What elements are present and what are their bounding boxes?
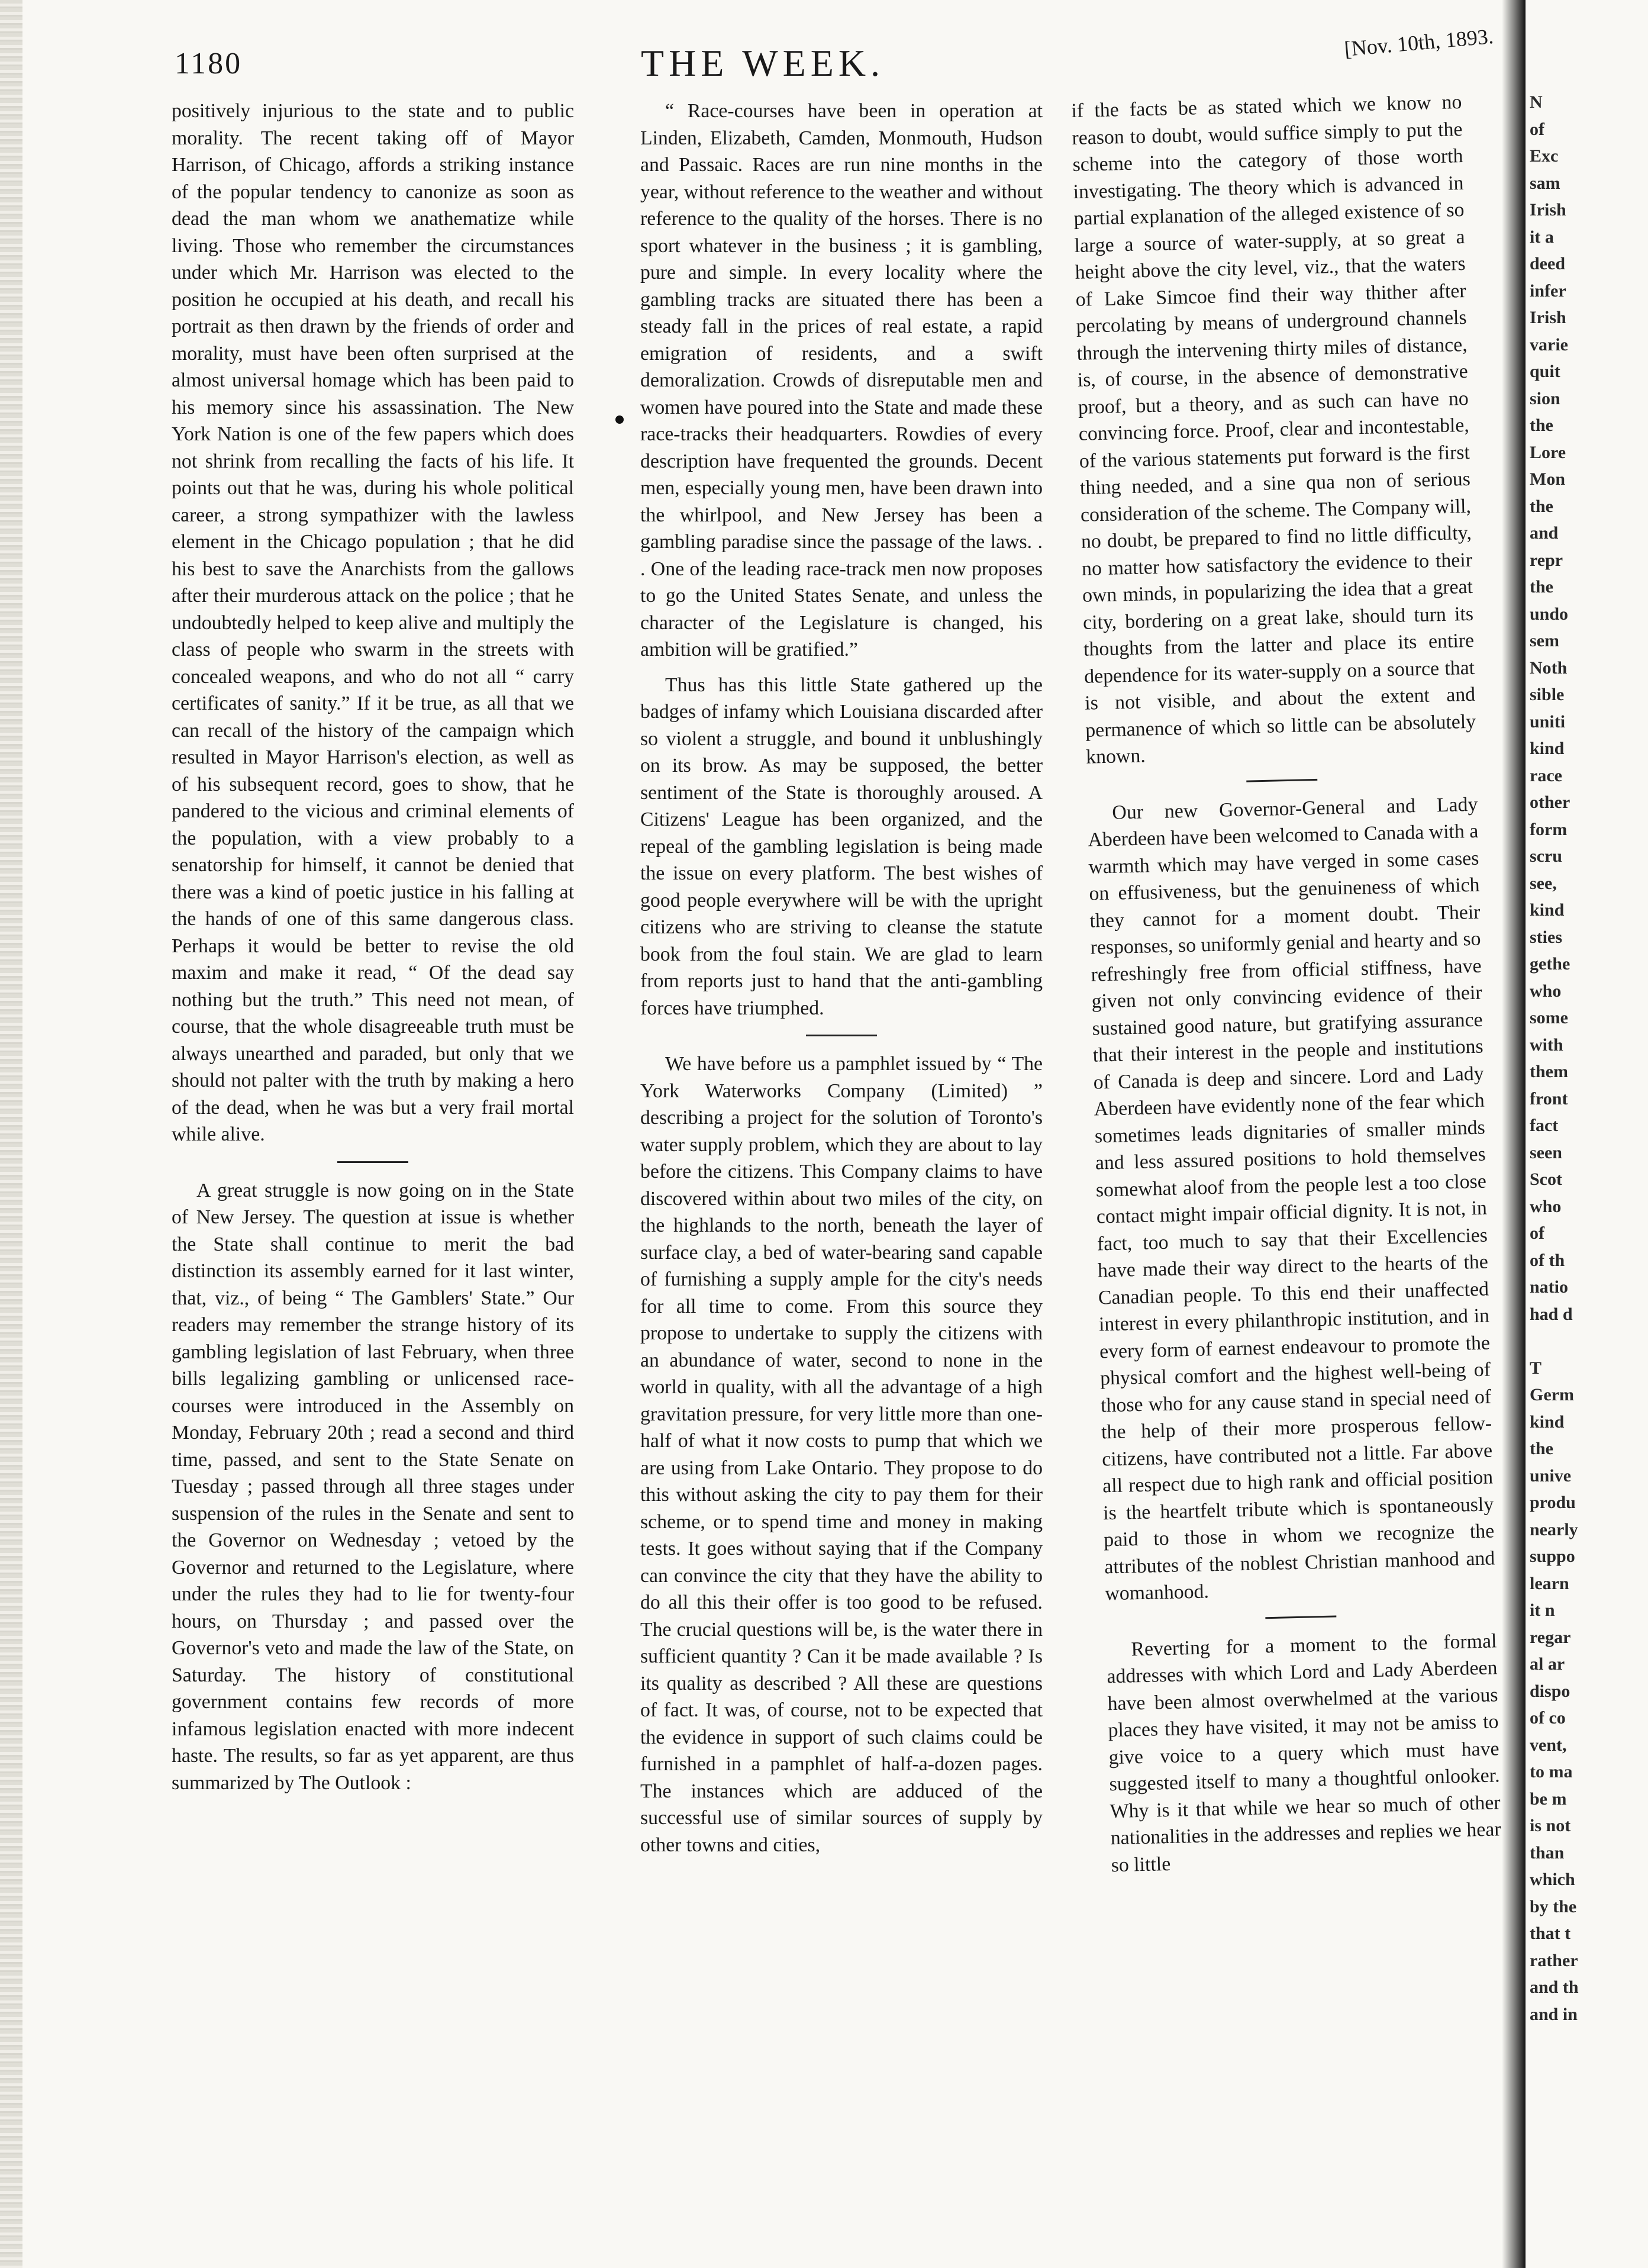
column-right <box>1071 89 1502 1879</box>
facing-page-fragment: N of Exc sam Irish it a deed infer Irish varie quit sion the Lore Mon the and repr the undo sem Noth sible uniti kind race other form scru see, kind sties gethe who some with them front fact seen Scot who of of th natio had d T Germ kind the unive produ nearly suppo learn it n regar al ar dispo of co vent, to ma be m is not than which by the that t rather and th and in <box>1530 92 1579 2024</box>
harrison-paragraph: positively injurious to the state and to public morality. The recent taking off of Mayor Harrison, of Chicago, affords a striking instance of the popular tendency to canonize as soon as dead the man whom we anathematize while living. Those who remember the circumstances under which Mr. Harrison was elected to the position he occupied at his death, and recall his portrait as then drawn by the friends of order and morality, must have been often surprised at the almost universal homage which has been paid to his memory since his assassination. The New York Nation is one of the few papers which does not shrink from recalling the facts of his life. It points out that he was, during his whole political career, a strong sympathizer with the lawless element in the Chicago population ; that he did his best to save the Anarchists from the gallows after their murderous attack on the police ; that he undoubtedly helped to keep alive and multiply the class of people who swarm in the streets with concealed weapons, and who do not all “ carry certificates of sanity.” If it be true, as all that we can recall of the history of the campaign which resulted in Mayor Harrison's election, as well as of his subsequent record, goes to show, that he pandered to the vicious and criminal elements of the population, with a view probably to a senatorship for himself, it cannot be denied that there was a kind of poetic justice in his falling at the hands of one of this same dangerous class. Perhaps it would be better to revise the old maxim and make it read, “ Of the dead say nothing but the truth.” This need not mean, of course, that the whole disagreeable truth must be always unearthed and paraded, but only that we should not palter with the truth by making a hero of the dead, when he was but a very frail mortal while alive. <box>172 100 574 1145</box>
louisiana-paragraph: Thus has this little State gathered up the badges of infamy which Louisiana discarded after so violent a struggle, and bound it unblushingly on its brow. As may be supposed, the better sentiment of the State is thoroughly aroused. A Citizens' League has been organized, and the repeal of the gambling legislation is being made the issue on every platform. The best wishes of good people everywhere will be with the upright citizens who are striving to cleanse the statute book from the foul stain. We are glad to learn from reports just to hand that the anti-gambling forces have triumphed. <box>640 674 1043 1019</box>
governor-general-paragraph: Our new Governor-General and Lady Aberdeen have been welcomed to Canada with a warmth which may have verged in some cases on effusiveness, but the genuineness of which they cannot for a moment doubt. Their responses, so uniformly genial and hearty and so refreshingly free from official stiffness, have given not only convincing evidence of their sustained good nature, but gratifying assurance that their interest in the people and institutions of Canada is deep and sincere. Lord and Lady Aberdeen have evidently none of the fear which sometimes leads dignitaries of smaller minds and less assured positions to hold themselves somewhat aloof from the people lest a too close contact might impair official dignity. It is not, in fact, too much to say that their Excellencies have made their way direct to the hearts of the Canadian people. To this end their unaffected interest in every philanthropic institution, and in every form of earnest endeavour to promote the physical comfort and the highest well-being of those who for any cause stand in special need of the help of their more prosperous fellow-citizens, have contributed not a little. Far above all respect due to high rank and official position is the heartfelt tribute which is spontaneously paid to those in whom we recognize the attributes of the noblest Christian manhood and womanhood. <box>1088 793 1495 1605</box>
issue-date: [Nov. 10th, 1893. <box>1343 24 1495 61</box>
gutter-shadow <box>1502 0 1526 2268</box>
section-divider <box>1265 1615 1336 1619</box>
column-left <box>172 98 574 1796</box>
column-middle <box>640 98 1043 1858</box>
outlook-quotation: “ Race-courses have been in operation at Linden, Elizabeth, Camden, Monmouth, Hudson and Passaic. Races are run nine months in the year, without reference to the weather and without reference to the quality of the horses. There is no sport whatever in the business ; it is gambling, pure and simple. In every locality where the gambling tracks are situated there has been a steady fall in the prices of real estate, a rapid emigration of residents, and a swift demoralization. Crowds of disreputable men and women have poured into the State and made these race-tracks their headquarters. Rowdies of every description have frequented the grounds. Decent men, especially young men, have been drawn into the whirlpool, and New Jersey has been a gambling paradise since the passage of the laws. . . One of the leading race-track men now proposes to go the United States Senate, and unless the character of the Legislature is changed, his ambition will be gratified.” <box>640 100 1043 661</box>
section-divider <box>337 1161 408 1163</box>
binding-edge <box>0 0 22 2268</box>
margin-dot <box>615 415 624 424</box>
waterworks-paragraph: We have before us a pamphlet issued by “ The York Waterworks Company (Limited) ” describing a project for the solution of Toronto's water supply problem, which they are about to lay before the citizens. This Company claims to have discovered within about two miles of the city, on the highlands to the north, beneath the layer of surface clay, a bed of water-bearing sand capable of furnishing a supply ample for the city's needs for all time to come. From this source they propose to undertake to supply the citizens with an abundance of water, second to none in the world in quality, with all the advantage of a high gravitation pressure, for very little more than one-half of what it now costs to pump that which we are using from Lake Ontario. They propose to do this without asking the city to pay them for their scheme, or to spend time and money in making tests. It goes without saying that if the Company can convince the city that they have the ability to do all this their offer is too good to be refused. The crucial questions will be, is the water there in sufficient quantity ? Can it be made available ? Is its quality as described ? All these are questions of fact. It was, of course, not to be expected that the evidence in support of such claims could be furnished in a pamphlet of half-a-dozen pages. The instances which are adduced of the successful use of similar sources of supply by other towns and cities, <box>640 1053 1043 1856</box>
masthead-title: THE WEEK. <box>640 42 885 84</box>
waterworks-continued-paragraph: if the facts be as stated which we know no reason to doubt, would suffice simply to put the scheme into the category of those worth investigating. The theory which is advanced in partial explanation of the alleged existence of so large a source of water-supply, at so great a height above the city level, viz., that the waters of Lake Simcoe find their way thither after percolating by means of underground channels through the intervening thirty miles of distance, is, of course, in the absence of demonstrative proof, but a theory, and as such can have no convincing force. Proof, clear and incontestable, of the various statements put forward is the first thing needed, and a sine qua non of serious consideration of the scheme. The Company will, no doubt, be prepared to find no little difficulty, no matter how satisfactory the evidence to their own minds, in popularizing the idea that a great city, bordering on a great lake, should turn its thoughts from the latter and place its entire dependence for its water-supply on a source that is not visible, and about the extent and permanence of which so little can be absolutely known. <box>1071 91 1476 768</box>
section-divider <box>1246 778 1317 782</box>
page-number: 1180 <box>175 47 243 80</box>
section-divider <box>806 1035 877 1036</box>
addresses-paragraph: Reverting for a moment to the formal addresses with which Lord and Lady Aberdeen have been almost overwhelmed at the various places they have visited, it may not be amiss to give voice to a query which must have suggested itself to many a thoughtful onlooker. Why is it that while we hear so much of other nationalities in the addresses and replies we hear so little <box>1107 1629 1501 1876</box>
new-jersey-paragraph: A great struggle is now going on in the State of New Jersey. The question at issue is whether the State shall continue to merit the bad distinction its assembly earned for it last winter, that, viz., of being “ The Gamblers' State.” Our readers may remember the strange history of its gambling legislation of last February, when three bills legalizing gambling or unlicensed race-courses were introduced in the Assembly on Monday, February 20th ; read a second and third time, passed, and sent to the State Senate on Tuesday ; passed through all three stages under suspension of the rules in the Senate and sent to the Governor on Wednesday ; vetoed by the Governor and returned to the Legislature, where under the rules they had to lie for twenty-four hours, on Thursday ; and passed over the Governor's veto and made the law of the State, on Saturday. The history of constitutional government contains few records of more infamous legislation enacted with more indecent haste. The results, so far as yet apparent, are thus summarized by The Outlook : <box>172 1179 574 1794</box>
